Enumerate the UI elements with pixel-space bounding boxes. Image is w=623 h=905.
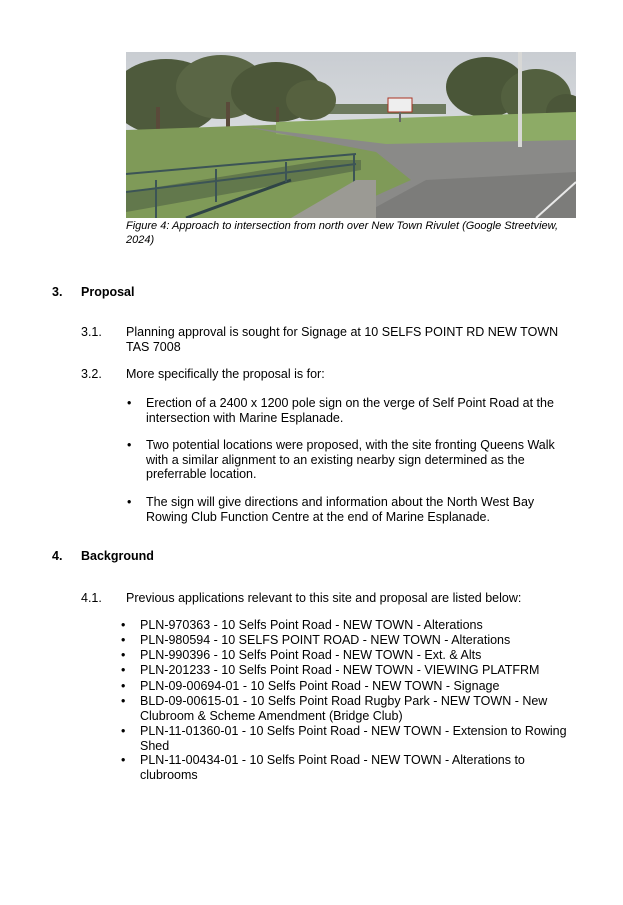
bullet-icon: •	[121, 724, 126, 738]
figure-caption: Figure 4: Approach to intersection from north over New Town Rivulet (Google Streetview, 2024)	[126, 220, 559, 246]
streetview-photo	[126, 52, 576, 218]
list-item-text: The sign will give directions and information about the North West Bay Rowing Club Function Centre at the end of Marine Esplanade.	[146, 495, 535, 524]
paragraph-number: 3.2.	[81, 367, 102, 381]
section-title: Background	[81, 549, 154, 563]
bullet-icon: •	[121, 679, 126, 693]
bullet-icon: •	[121, 633, 126, 647]
bullet-icon: •	[127, 396, 132, 410]
bullet-icon: •	[121, 753, 126, 767]
bullet-icon: •	[121, 663, 126, 677]
list-item-text: BLD-09-00615-01 - 10 Selfs Point Road Rugby Park - NEW TOWN - New Clubroom & Scheme Amendment (Bridge Club)	[140, 694, 548, 723]
section-title: Proposal	[81, 285, 135, 299]
list-item-text: Two potential locations were proposed, with the site fronting Queens Walk with a similar alignment to an existing nearby sign determined as the preferrable location.	[146, 438, 555, 481]
paragraph-text: More specifically the proposal is for:	[126, 367, 325, 381]
list-item-text: PLN-201233 - 10 Selfs Point Road - NEW TOWN - VIEWING PLATFRM	[140, 663, 540, 677]
list-item-text: PLN-980594 - 10 SELFS POINT ROAD - NEW TOWN - Alterations	[140, 633, 511, 647]
paragraph-number: 4.1.	[81, 591, 102, 605]
list-item-text: PLN-09-00694-01 - 10 Selfs Point Road - NEW TOWN - Signage	[140, 679, 500, 693]
list-item-text: PLN-11-01360-01 - 10 Selfs Point Road - NEW TOWN - Extension to Rowing Shed	[140, 724, 567, 753]
bullet-icon: •	[121, 648, 126, 662]
list-item-text: Erection of a 2400 x 1200 pole sign on the verge of Self Point Road at the intersection with Marine Esplanade.	[146, 396, 554, 425]
bullet-icon: •	[121, 694, 126, 708]
paragraph-text: Planning approval is sought for Signage at 10 SELFS POINT RD NEW TOWN TAS 7008	[126, 325, 559, 354]
bullet-icon: •	[121, 618, 126, 632]
section-number: 3.	[52, 285, 63, 299]
list-item-text: PLN-11-00434-01 - 10 Selfs Point Road - NEW TOWN - Alterations to clubrooms	[140, 753, 525, 782]
list-item-text: PLN-970363 - 10 Selfs Point Road - NEW TOWN - Alterations	[140, 618, 483, 632]
paragraph-number: 3.1.	[81, 325, 102, 339]
section-number: 4.	[52, 549, 63, 563]
bullet-icon: •	[127, 438, 132, 452]
bullet-icon: •	[127, 495, 132, 509]
paragraph-text: Previous applications relevant to this site and proposal are listed below:	[126, 591, 522, 605]
list-item-text: PLN-990396 - 10 Selfs Point Road - NEW TOWN - Ext. & Alts	[140, 648, 482, 662]
streetview-image	[126, 52, 576, 218]
